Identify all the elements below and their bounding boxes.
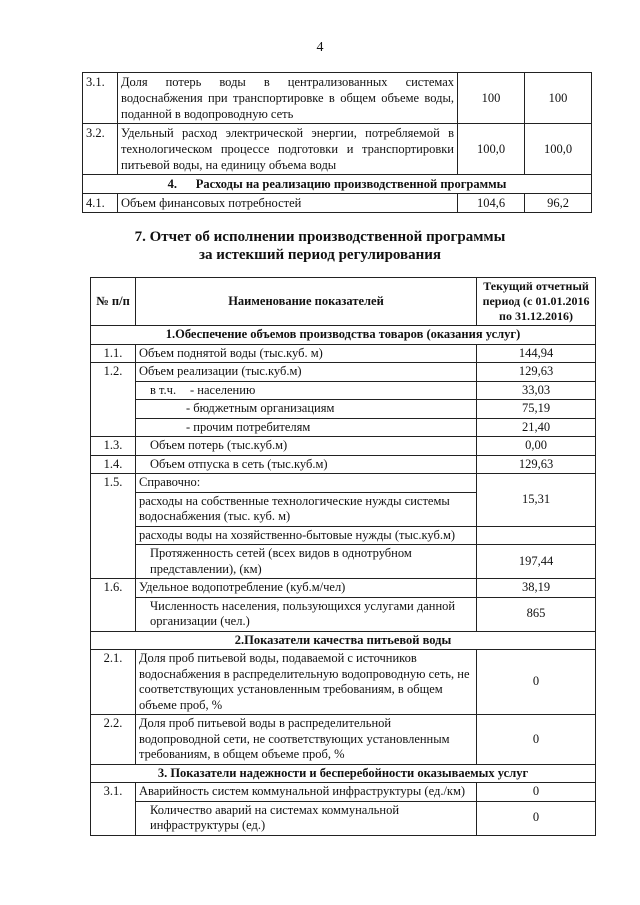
row-value: 21,40 [477, 418, 596, 437]
table-row [91, 650, 596, 715]
row-name: Справочно: [136, 474, 477, 493]
row-name: Доля проб питьевой воды в распределительной водопроводной сети, не соответствующих установленным требованиям, в общем объеме проб, % [136, 715, 477, 765]
table-row [91, 400, 596, 419]
table-row [83, 194, 592, 213]
row-value: 129,63 [477, 455, 596, 474]
table-row [91, 474, 596, 493]
table-row [91, 344, 596, 363]
row-value: 0 [477, 650, 596, 715]
table-row [91, 418, 596, 437]
row-name: расходы на собственные технологические нужды системы водоснабжения (тыс. куб. м) [136, 492, 477, 526]
row-name: - прочим потребителям [136, 418, 477, 437]
row-value-2: 96,2 [525, 194, 592, 213]
row-name: Объем поднятой воды (тыс.куб. м) [136, 344, 477, 363]
row-value: 0 [477, 715, 596, 765]
row-value: 38,19 [477, 579, 596, 598]
table-row [91, 545, 596, 579]
page-number: 4 [316, 40, 324, 55]
section-row [91, 326, 596, 345]
row-number: 1.2. [91, 363, 136, 437]
row-number: 1.3. [91, 437, 136, 456]
row-value: 865 [477, 597, 596, 631]
table-row [91, 381, 596, 400]
table-row [91, 455, 596, 474]
row-value: 144,94 [477, 344, 596, 363]
row-name: - бюджетным организациям [136, 400, 477, 419]
row-number: 1.4. [91, 455, 136, 474]
subitem-prefix: в т.ч. [150, 382, 177, 397]
program-indicators-table [82, 72, 592, 213]
row-number: 3.1. [91, 783, 136, 836]
row-description: Объем финансовых потребностей [118, 194, 458, 213]
section-heading [0, 228, 640, 264]
row-number: 3.2. [83, 124, 118, 175]
header-name: Наименование показателей [136, 278, 477, 326]
row-value: 0,00 [477, 437, 596, 456]
section-title: 3. Показатели надежности и бесперебойности оказываемых услуг [91, 764, 596, 783]
section-title: 2.Показатели качества питьевой воды [91, 631, 596, 650]
row-name: Численность населения, пользующихся услугами данной организации (чел.) [136, 597, 477, 631]
row-value-2: 100,0 [525, 124, 592, 175]
header-value: Текущий отчетный период (с 01.01.2016 по 31.12.2016) [477, 278, 596, 326]
section-row [91, 631, 596, 650]
row-value-2: 100 [525, 73, 592, 124]
section-row [83, 175, 592, 194]
row-value: 33,03 [477, 381, 596, 400]
row-value: 129,63 [477, 363, 596, 382]
table-row [91, 597, 596, 631]
row-value: 0 [477, 783, 596, 802]
row-number: 3.1. [83, 73, 118, 124]
table-row [83, 73, 592, 124]
row-description: Удельный расход электрической энергии, потребляемой в технологическом процессе подготовки и транспортировки питьевой воды, на единицу объема воды [118, 124, 458, 175]
row-value-1: 100,0 [458, 124, 525, 175]
row-name: Объем отпуска в сеть (тыс.куб.м) [136, 455, 477, 474]
table-row [91, 437, 596, 456]
row-number: 1.1. [91, 344, 136, 363]
row-name: Объем потерь (тыс.куб.м) [136, 437, 477, 456]
table-row [91, 783, 596, 802]
table-row [91, 715, 596, 765]
header-row [91, 278, 596, 326]
header-num: № п/п [91, 278, 136, 326]
row-value-empty [477, 526, 596, 545]
row-name: расходы воды на хозяйственно-бытовые нужды (тыс.куб.м) [136, 526, 477, 545]
row-name [136, 381, 477, 400]
row-number: 1.5. [91, 474, 136, 579]
row-value: 197,44 [477, 545, 596, 579]
table-row [91, 363, 596, 382]
row-name: Протяженность сетей (всех видов в однотрубном представлении), (км) [136, 545, 477, 579]
heading-line-2: за истекший период регулирования [198, 247, 442, 263]
table-row [91, 526, 596, 545]
row-name: Доля проб питьевой воды, подаваемой с источников водоснабжения в распределительную водопроводную сеть, не соответствующих установленным требованиям, в общем объеме проб, % [136, 650, 477, 715]
row-number: 2.1. [91, 650, 136, 715]
row-value: 15,31 [477, 474, 596, 527]
row-number: 1.6. [91, 579, 136, 632]
table-row [91, 801, 596, 835]
section-row [91, 764, 596, 783]
row-number: 2.2. [91, 715, 136, 765]
row-name: Аварийность систем коммунальной инфраструктуры (ед./км) [136, 783, 477, 802]
row-description: Доля потерь воды в централизованных системах водоснабжения при транспортировке в общем объеме воды, поданной в водопроводную сеть [118, 73, 458, 124]
row-value: 0 [477, 801, 596, 835]
section-title: 4. Расходы на реализацию производственной программы [83, 175, 592, 194]
row-name: Количество аварий на системах коммунальной инфраструктуры (ед.) [136, 801, 477, 835]
row-name: Удельное водопотребление (куб.м/чел) [136, 579, 477, 598]
row-value-1: 100 [458, 73, 525, 124]
table-row [83, 124, 592, 175]
row-name: Объем реализации (тыс.куб.м) [136, 363, 477, 382]
row-value-1: 104,6 [458, 194, 525, 213]
heading-line-1: 7. Отчет об исполнении производственной программы [134, 229, 506, 245]
section-title: 1.Обеспечение объемов производства товаров (оказания услуг) [91, 326, 596, 345]
row-value: 75,19 [477, 400, 596, 419]
table-row [91, 579, 596, 598]
row-number: 4.1. [83, 194, 118, 213]
report-table [90, 277, 596, 836]
subitem-label: - населению [190, 382, 256, 397]
